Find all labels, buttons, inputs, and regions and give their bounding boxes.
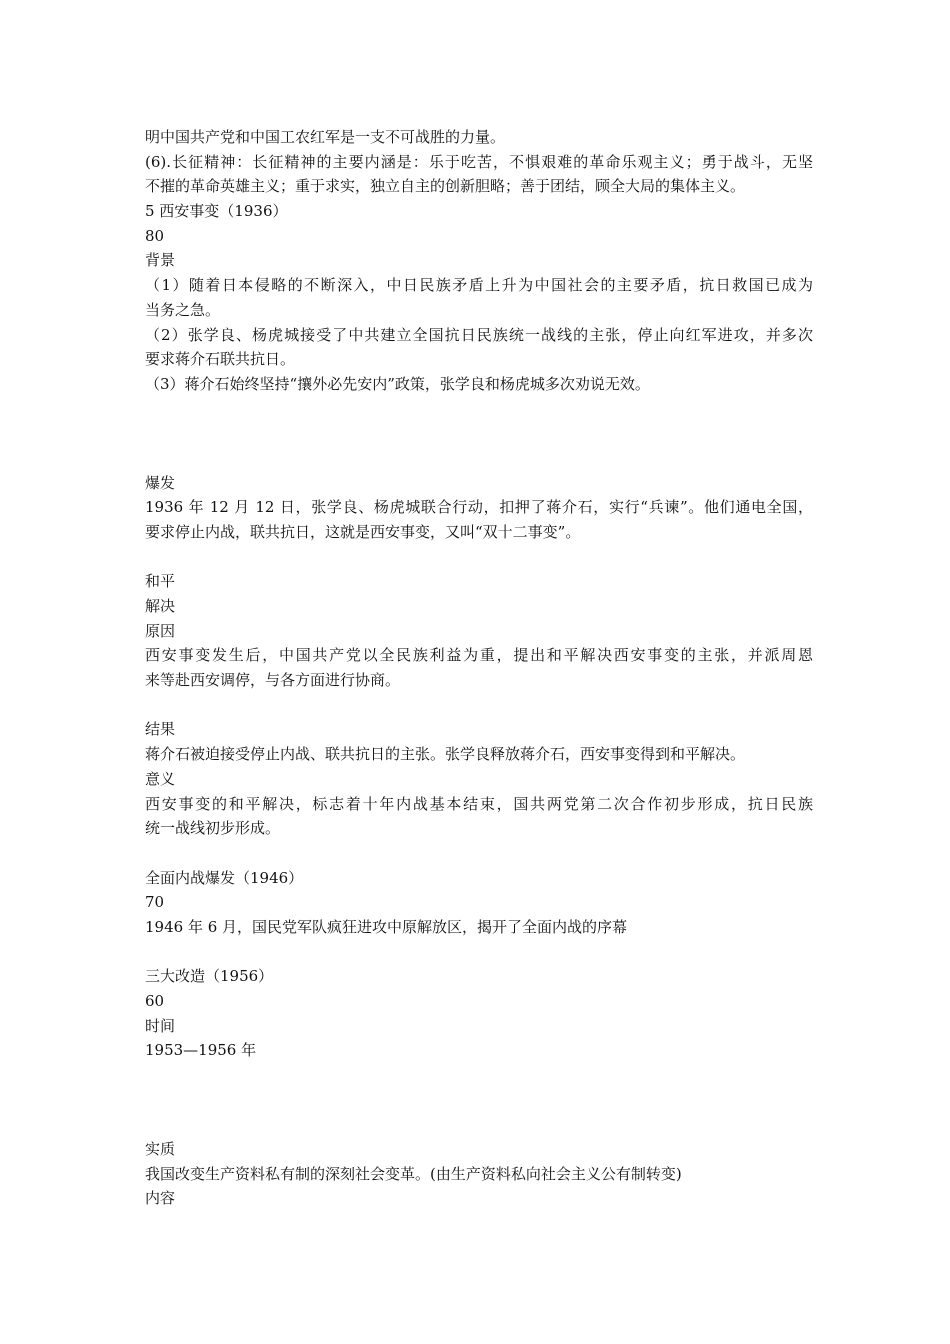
paragraph-line: (6).长征精神：长征精神的主要内涵是：乐于吃苦，不惧艰难的革命乐观主义；勇于战斗，无坚 bbox=[145, 152, 813, 171]
text-column bbox=[145, 125, 813, 1211]
spacer bbox=[145, 397, 813, 471]
subheading: 爆发 bbox=[145, 473, 176, 492]
subheading: 原因 bbox=[145, 621, 176, 640]
paragraph-line: 1936 年 12 月 12 日，张学良、杨虎城联合行动，扣押了蒋介石，实行“兵谏”。他们通电全国， bbox=[145, 498, 813, 517]
paragraph-line: 西安事变的和平解决，标志着十年内战基本结束，国共两党第二次合作初步形成，抗日民族 bbox=[145, 794, 813, 813]
section-heading: 三大改造（1956） bbox=[145, 967, 274, 986]
spacer bbox=[145, 940, 813, 965]
subheading: 意义 bbox=[145, 769, 176, 788]
paragraph-line: 不摧的革命英雄主义；重于求实，独立自主的创新胆略；善于团结，顾全大局的集体主义。 bbox=[145, 177, 746, 196]
paragraph-line: 统一战线初步形成。 bbox=[145, 819, 281, 838]
paragraph-line: （3）蒋介石始终坚持“攘外必先安内”政策，张学良和杨虎城多次劝说无效。 bbox=[145, 374, 650, 393]
score-value: 70 bbox=[145, 893, 165, 912]
paragraph-line: 我国改变生产资料私有制的深刻社会变革。(由生产资料私向社会主义公有制转变) bbox=[145, 1164, 682, 1183]
paragraph-line: 1953—1956 年 bbox=[145, 1041, 257, 1060]
spacer bbox=[145, 841, 813, 866]
subheading: 解决 bbox=[145, 597, 176, 615]
paragraph-line: （1）随着日本侵略的不断深入，中日民族矛盾上升为中国社会的主要矛盾，抗日救国已成为 bbox=[145, 276, 813, 295]
paragraph-line: 明中国共产党和中国工农红军是一支不可战胜的力量。 bbox=[145, 128, 506, 146]
section-heading: 5 西安事变（1936） bbox=[145, 202, 288, 221]
section-heading: 全面内战爆发（1946） bbox=[145, 868, 304, 887]
paragraph-line: 当务之急。 bbox=[145, 300, 221, 319]
subheading: 和平 bbox=[145, 572, 176, 591]
paragraph-line: 要求停止内战，联共抗日，这就是西安事变，又叫“双十二事变”。 bbox=[145, 522, 581, 541]
subheading: 实质 bbox=[145, 1140, 176, 1159]
subheading: 结果 bbox=[145, 720, 176, 739]
score-value: 60 bbox=[145, 992, 165, 1010]
score-value: 80 bbox=[145, 226, 165, 245]
subheading: 内容 bbox=[145, 1189, 176, 1208]
paragraph-line: 西安事变发生后，中国共产党以全民族利益为重，提出和平解决西安事变的主张，并派周恩 bbox=[145, 646, 813, 665]
subheading: 背景 bbox=[145, 251, 176, 270]
spacer bbox=[145, 693, 813, 718]
spacer bbox=[145, 545, 813, 570]
paragraph-line: （2）张学良、杨虎城接受了中共建立全国抗日民族统一战线的主张，停止向红军进攻，并多次 bbox=[145, 325, 813, 344]
paragraph-line: 1946 年 6 月，国民党军队疯狂进攻中原解放区，揭开了全面内战的序幕 bbox=[145, 917, 628, 936]
paragraph-line: 蒋介石被迫接受停止内战、联共抗日的主张。张学良释放蒋介石，西安事变得到和平解决。 bbox=[145, 745, 746, 764]
subheading: 时间 bbox=[145, 1016, 176, 1035]
paragraph-line: 来等赴西安调停，与各方面进行协商。 bbox=[145, 671, 401, 690]
spacer bbox=[145, 1063, 813, 1137]
paragraph-line: 要求蒋介石联共抗日。 bbox=[145, 350, 296, 369]
